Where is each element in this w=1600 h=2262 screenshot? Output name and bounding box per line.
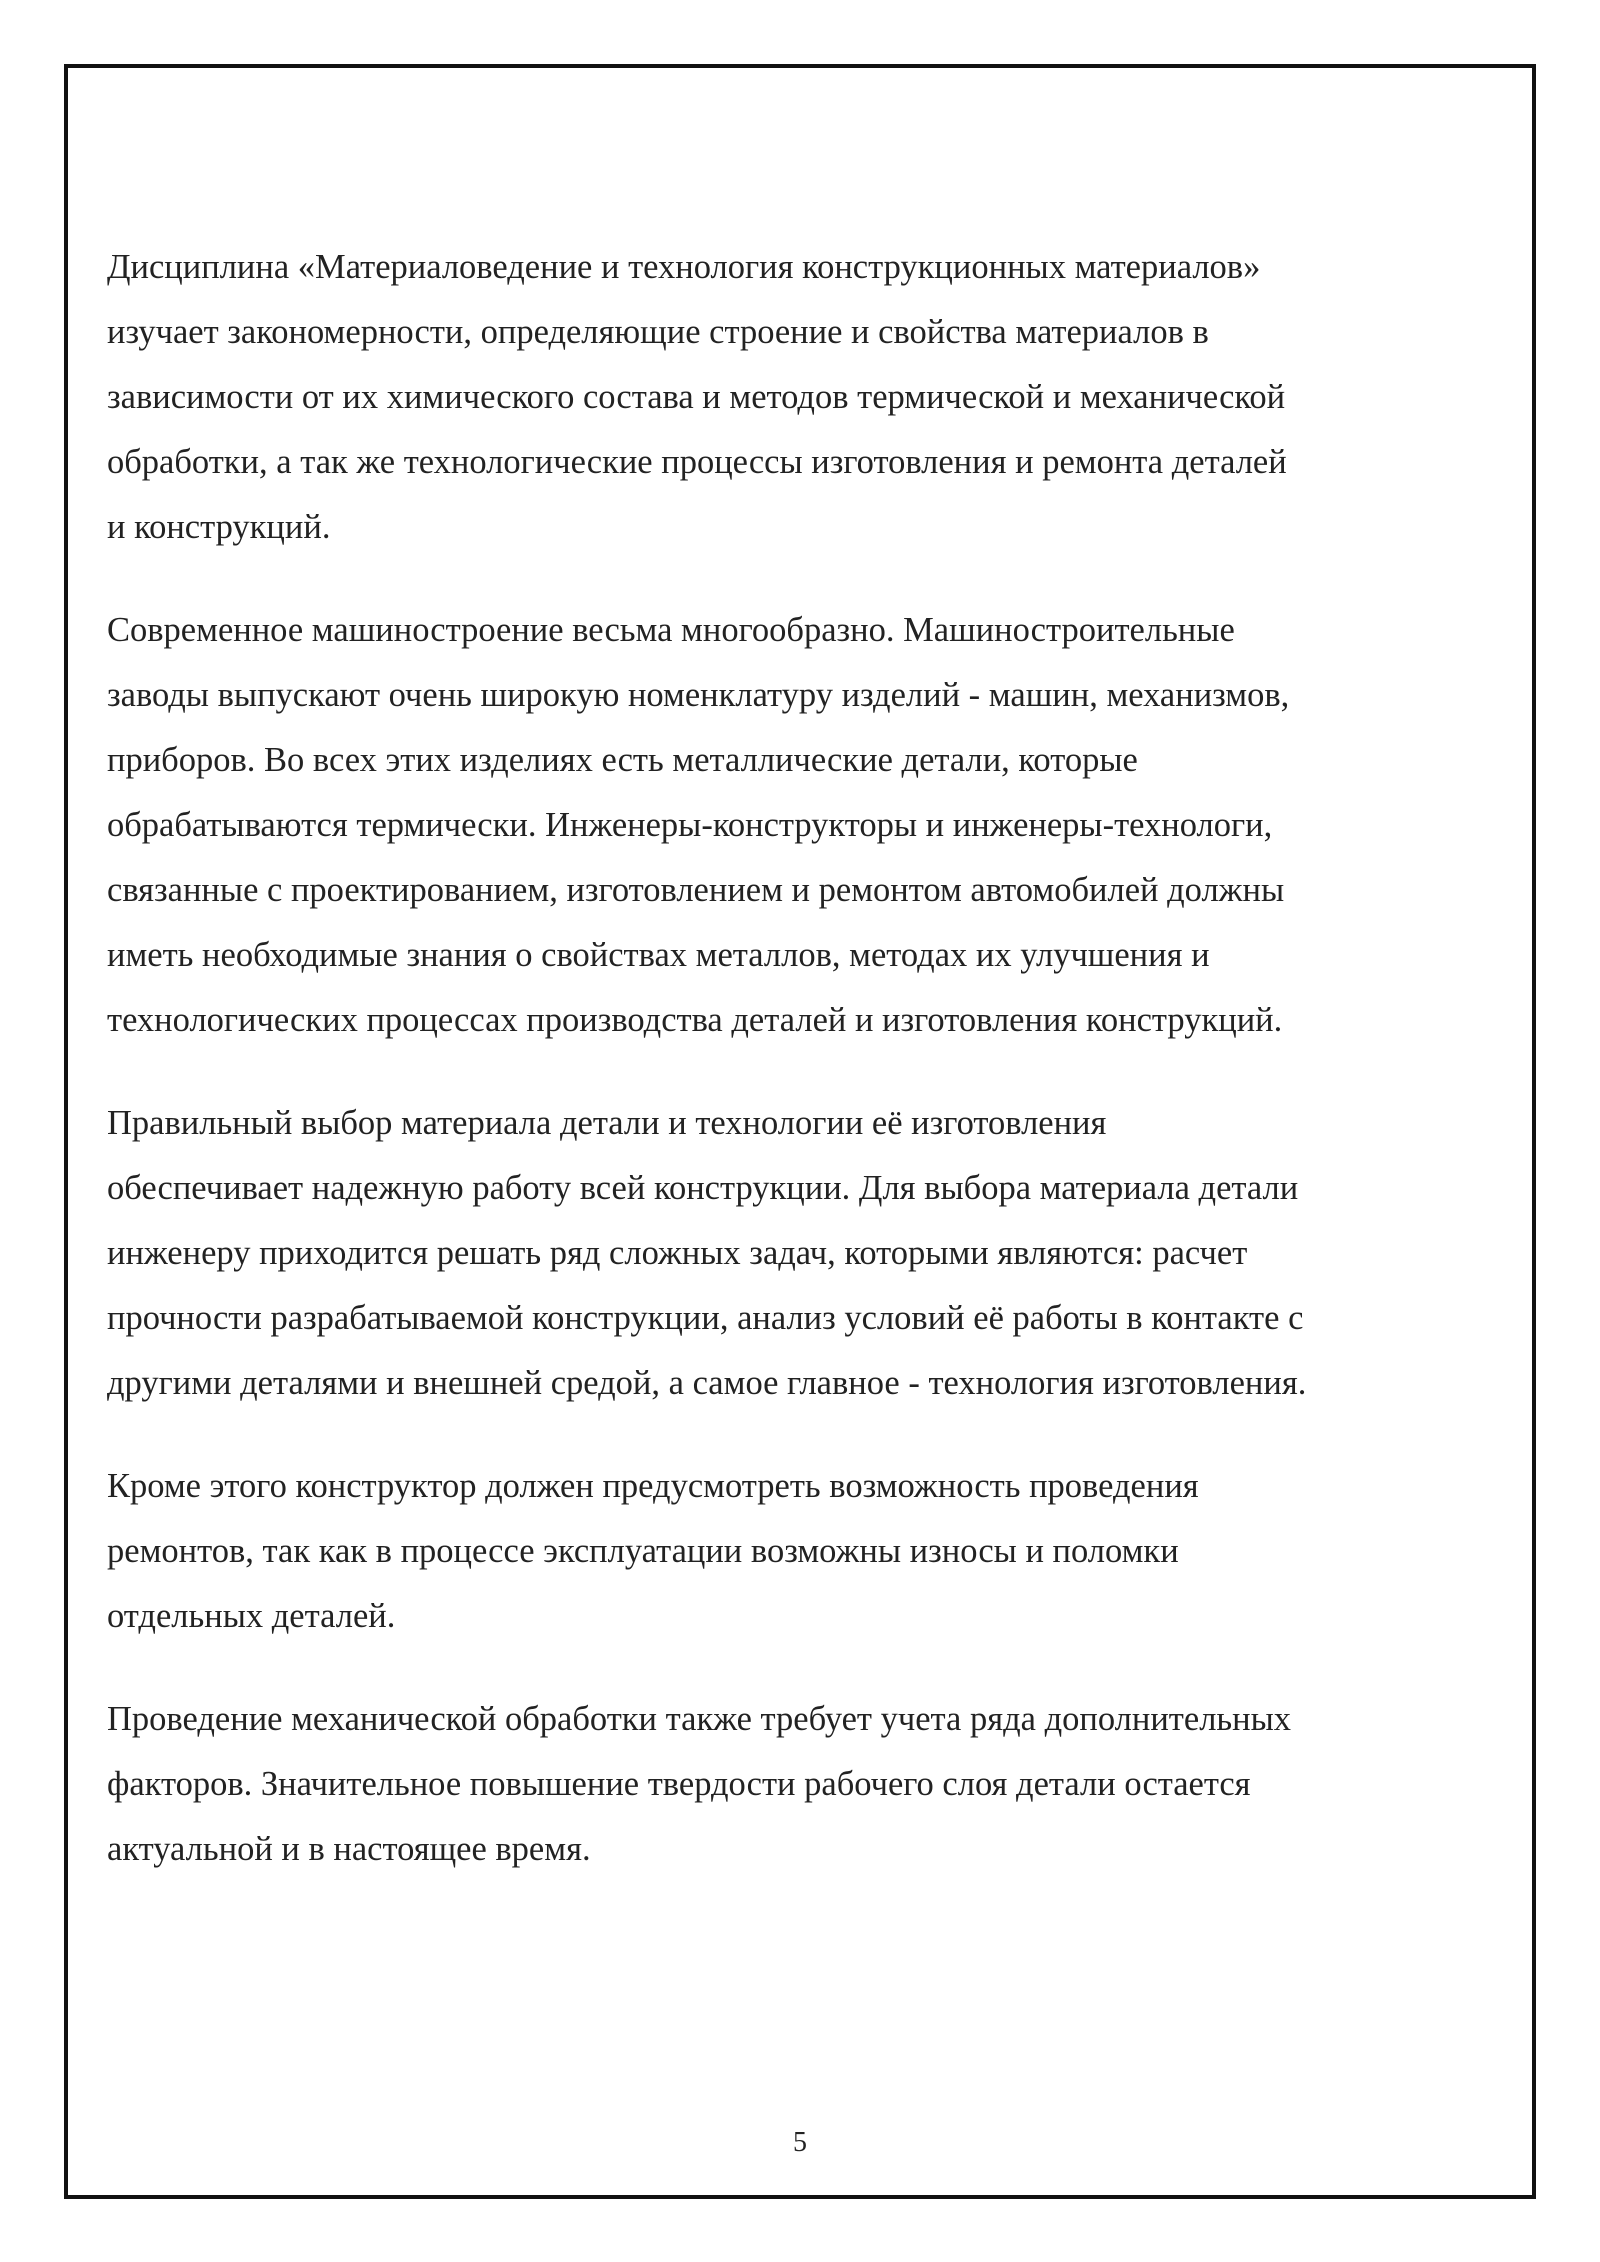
- page-body: [107, 235, 1397, 1882]
- text-line: прочности разрабатываемой конструкции, анализ условий её работы в контакте с: [107, 1299, 1304, 1337]
- paragraph-mechanical-engineering: [107, 598, 1397, 1053]
- paragraph-material-choice: [107, 1091, 1397, 1416]
- paragraph-intro: [107, 235, 1397, 560]
- text-line: Современное машиностроение весьма многообразно. Машиностроительные: [107, 611, 1235, 649]
- text-line: заводы выпускают очень широкую номенклатуру изделий - машин, механизмов,: [107, 676, 1290, 714]
- text-line: иметь необходимые знания о свойствах металлов, методах их улучшения и: [107, 936, 1210, 974]
- text-line: обработки, а так же технологические процессы изготовления и ремонта деталей: [107, 443, 1287, 481]
- text-line: факторов. Значительное повышение твердости рабочего слоя детали остается: [107, 1765, 1251, 1803]
- text-line: инженеру приходится решать ряд сложных задач, которыми являются: расчет: [107, 1234, 1248, 1272]
- paragraph-repairs: [107, 1454, 1397, 1649]
- text-line: Дисциплина «Материаловедение и технология конструкционных материалов»: [107, 248, 1261, 286]
- text-line: отдельных деталей.: [107, 1597, 396, 1635]
- text-line: связанные с проектированием, изготовлением и ремонтом автомобилей должны: [107, 871, 1285, 909]
- text-line: обрабатываются термически. Инженеры-конструкторы и инженеры-технологи,: [107, 806, 1273, 844]
- text-line: другими деталями и внешней средой, а самое главное - технология изготовления.: [107, 1364, 1307, 1402]
- paragraph-machining: [107, 1687, 1397, 1882]
- page-number: 5: [793, 2127, 807, 2158]
- text-line: и конструкций.: [107, 508, 331, 546]
- text-line: обеспечивает надежную работу всей конструкции. Для выбора материала детали: [107, 1169, 1299, 1207]
- text-line: актуальной и в настоящее время.: [107, 1830, 591, 1868]
- text-line: Кроме этого конструктор должен предусмотреть возможность проведения: [107, 1467, 1199, 1505]
- text-line: Проведение механической обработки также требует учета ряда дополнительных: [107, 1700, 1292, 1738]
- text-line: ремонтов, так как в процессе эксплуатации возможны износы и поломки: [107, 1532, 1179, 1570]
- text-line: изучает закономерности, определяющие строение и свойства материалов в: [107, 313, 1209, 351]
- text-line: зависимости от их химического состава и методов термической и механической: [107, 378, 1286, 416]
- text-line: технологических процессах производства деталей и изготовления конструкций.: [107, 1001, 1283, 1039]
- text-line: приборов. Во всех этих изделиях есть металлические детали, которые: [107, 741, 1138, 779]
- text-line: Правильный выбор материала детали и технологии её изготовления: [107, 1104, 1107, 1142]
